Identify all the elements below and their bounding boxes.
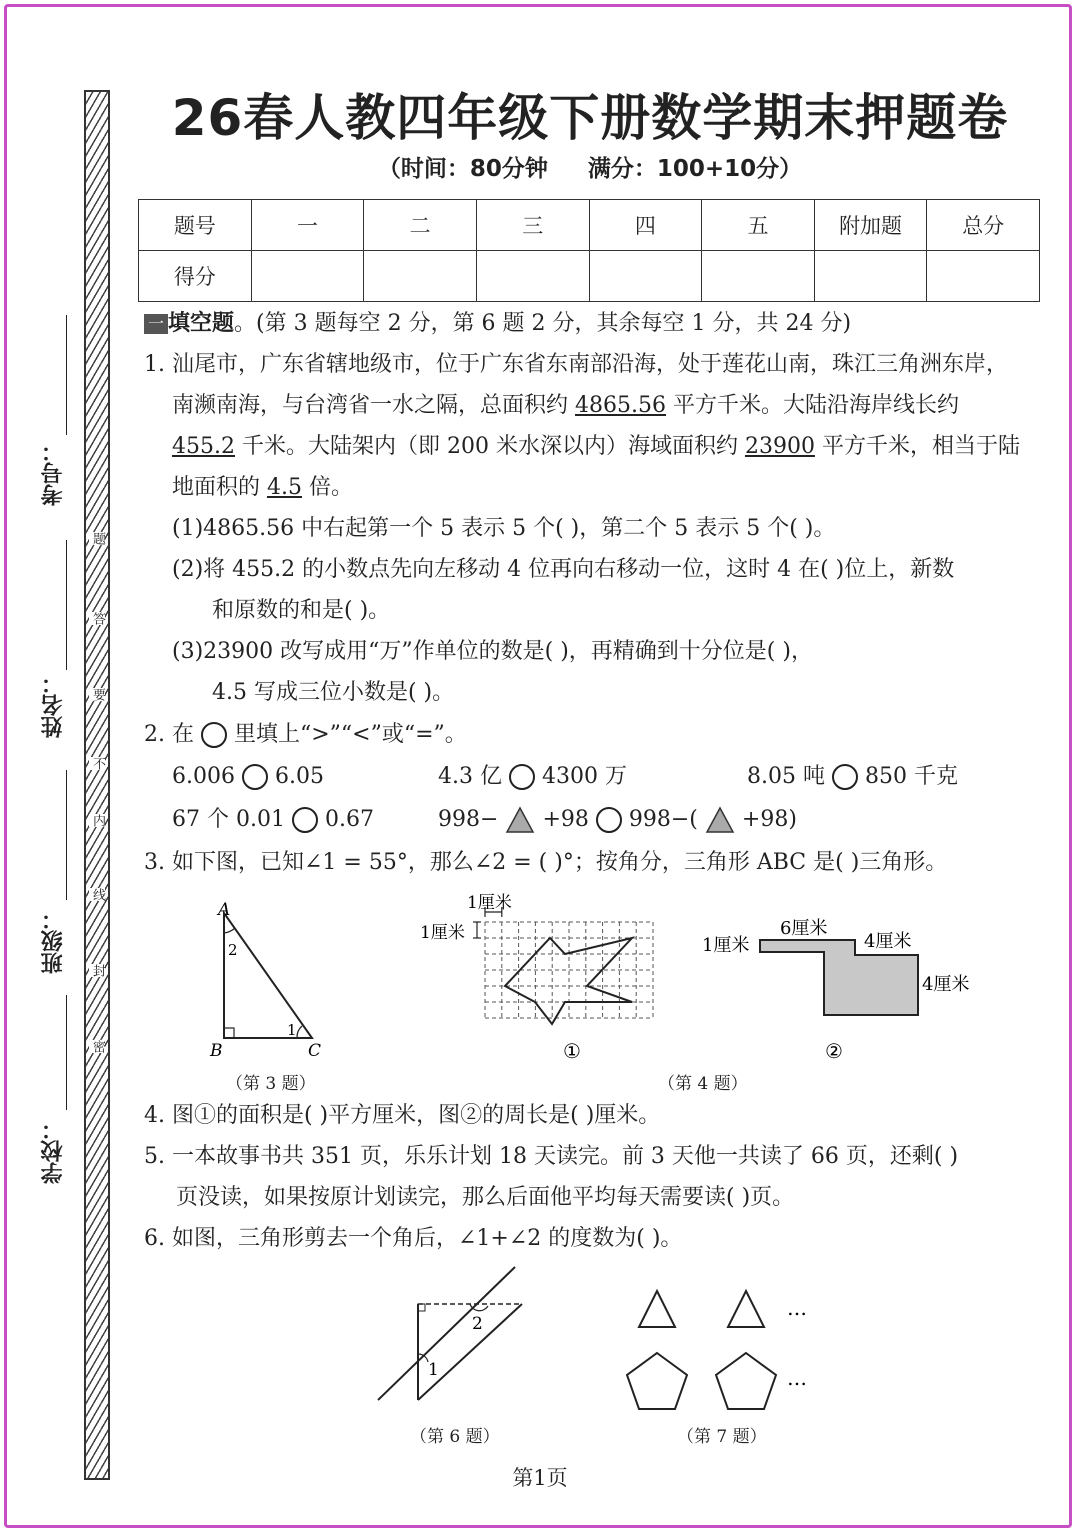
score-cell[interactable]	[927, 251, 1040, 302]
sea-value: 23900	[744, 434, 815, 459]
binding-word: 线	[90, 888, 105, 901]
grid-shape-figure	[415, 888, 675, 1063]
q1-sub2-cont[interactable]: 和原数的和是( )。	[212, 598, 391, 623]
q4-text[interactable]: 4. 图①的面积是( )平方厘米，图②的周长是( )厘米。	[144, 1103, 661, 1128]
q1-sub1[interactable]: (1)4865.56 中右起第一个 5 表示 5 个( )，第二个 5 表示 5 个( )。	[172, 516, 836, 541]
exam-number-label: 考号：	[41, 440, 66, 506]
text: 千米。大陆架内（即 200 米水深以内）海域面积约	[234, 434, 745, 459]
binding-word: 内	[90, 814, 105, 827]
text: 998−(	[628, 807, 698, 832]
shape-pattern-figure	[615, 1285, 825, 1420]
score-table	[138, 199, 1040, 302]
text: 850 千克	[864, 764, 958, 789]
table-cell: 四	[589, 200, 702, 251]
triangle-icon	[505, 806, 535, 834]
q6-text[interactable]: 6. 如图，三角形剪去一个角后，∠1+∠2 的度数为( )。	[144, 1226, 683, 1251]
compare-circle-icon	[201, 722, 227, 748]
text: +98)	[741, 807, 797, 832]
score-cell[interactable]	[702, 251, 815, 302]
text: 倍。	[302, 475, 353, 500]
text: 4.3 亿	[438, 764, 502, 789]
angle-2-label: 2	[228, 941, 238, 959]
class-label: 班级：	[41, 908, 66, 974]
fig3-caption: （第 3 题）	[226, 1074, 316, 1094]
q5-text[interactable]: 5. 一本故事书共 351 页，乐乐计划 18 天读完。前 3 天他一共读了 66 页，还剩( )	[144, 1144, 959, 1169]
score-cell[interactable]	[251, 251, 364, 302]
text: 2. 在	[144, 722, 194, 747]
exam-number-line	[66, 315, 67, 435]
angle-1-label: 1	[287, 1021, 297, 1039]
vertex-b-label: B	[210, 1041, 223, 1061]
q1-sub3[interactable]: (3)23900 改写成用“万”作单位的数是( )，再精确到十分位是( )，	[172, 639, 813, 664]
text: 67 个 0.01	[172, 807, 285, 832]
binding-word: 封	[90, 964, 105, 977]
class-line	[66, 770, 67, 900]
ellipsis-2: …	[787, 1366, 807, 1390]
right-length-label: 4厘米	[922, 974, 970, 995]
answer-circle[interactable]	[832, 764, 858, 790]
binding-word: 要	[90, 688, 105, 701]
q1-line2	[172, 391, 959, 421]
text: 平方千米。大陆沿海岸线长约	[665, 393, 959, 418]
vertex-a-label: A	[218, 900, 231, 920]
name-label: 姓名：	[41, 672, 66, 738]
q2-item2	[438, 762, 627, 792]
section-note: 。(第 3 题每空 2 分，第 6 题 2 分，其余每空 1 分，共 24 分)	[234, 311, 852, 336]
q1-sub2[interactable]: (2)将 455.2 的小数点先向左移动 4 位再向右移动一位，这时 4 在( )位上，新数	[172, 557, 955, 582]
unit-left-label: 1厘米	[420, 923, 465, 943]
table-cell: 题号	[139, 200, 252, 251]
table-cell: 五	[702, 200, 815, 251]
answer-circle[interactable]	[292, 807, 318, 833]
text: 平方千米，相当于陆	[814, 434, 1020, 459]
page-title: 26春人教四年级下册数学期末押题卷	[171, 89, 1009, 147]
fig7-caption: （第 7 题）	[677, 1427, 767, 1447]
q1-line4	[172, 473, 353, 503]
score-cell[interactable]	[476, 251, 589, 302]
section-number-badge: 一	[144, 314, 168, 334]
q2-item3	[747, 762, 958, 792]
q5-text-cont[interactable]: 页没读，如果按原计划读完，那么后面他平均每天需要读( )页。	[176, 1185, 795, 1210]
binding-strip	[84, 90, 110, 1480]
fig6-angle-1-label: 1	[428, 1360, 439, 1380]
q1-line1: 1. 汕尾市，广东省辖地级市，位于广东省东南部沿海，处于莲花山南，珠江三角洲东岸，	[144, 352, 1008, 377]
cut-triangle-figure	[360, 1262, 560, 1422]
binding-word: 答	[90, 612, 105, 625]
text: 998−	[438, 807, 499, 832]
q1-line3	[172, 432, 1020, 462]
q2-item1	[172, 762, 324, 792]
area-value: 4865.56	[575, 393, 666, 418]
answer-circle[interactable]	[596, 807, 622, 833]
text: 6.05	[274, 764, 324, 789]
top-length-label: 6厘米	[780, 918, 828, 939]
text: 里填上“>”“<”或“=”。	[233, 722, 467, 747]
text: 地面积的	[172, 475, 267, 500]
school-line	[66, 995, 67, 1110]
binding-word: 题	[90, 532, 105, 545]
table-cell: 一	[251, 200, 364, 251]
binding-word: 不	[90, 757, 105, 770]
stepped-shape-figure	[700, 910, 980, 1065]
q2-intro	[144, 720, 467, 750]
fig-1-label: ①	[563, 1039, 581, 1063]
table-cell: 附加题	[814, 200, 927, 251]
name-line	[66, 540, 67, 670]
fig6-angle-2-label: 2	[472, 1314, 483, 1334]
left-length-label: 1厘米	[702, 935, 750, 956]
table-cell: 三	[476, 200, 589, 251]
section-header	[144, 309, 851, 339]
fig-2-label: ②	[825, 1039, 843, 1063]
school-label: 学校：	[41, 1118, 66, 1184]
triangle-icon	[705, 806, 735, 834]
score-cell[interactable]	[364, 251, 477, 302]
section-title: 填空题	[168, 311, 235, 336]
text: 0.67	[324, 807, 374, 832]
binding-word: 密	[90, 1040, 105, 1053]
text: 南濒南海，与台湾省一水之隔，总面积约	[172, 393, 575, 418]
ratio-value: 4.5	[267, 475, 302, 500]
page-number: 第1页	[512, 1466, 568, 1490]
q2-item4	[172, 805, 374, 835]
answer-circle[interactable]	[509, 764, 535, 790]
exam-subtitle: （时间：80分钟 满分：100+10分）	[377, 156, 803, 182]
ellipsis-1: …	[787, 1296, 807, 1320]
score-table-header-row	[139, 200, 1040, 251]
table-cell: 得分	[139, 251, 252, 302]
score-table-score-row	[139, 251, 1040, 302]
text: 4300 万	[541, 764, 627, 789]
q2-item5	[438, 805, 797, 835]
q3-text[interactable]: 3. 如下图，已知∠1 = 55°，那么∠2 = ( )°；按角分，三角形 ABC 是( )三角形。	[144, 850, 948, 875]
unit-top-label: 1厘米	[467, 893, 512, 913]
score-cell[interactable]	[589, 251, 702, 302]
fig6-caption: （第 6 题）	[410, 1427, 500, 1447]
q1-sub3-cont[interactable]: 4.5 写成三位小数是( )。	[212, 680, 455, 705]
score-cell[interactable]	[814, 251, 927, 302]
text: 8.05 吨	[747, 764, 825, 789]
answer-circle[interactable]	[242, 764, 268, 790]
vertex-c-label: C	[308, 1041, 322, 1061]
triangle-abc-figure	[200, 893, 340, 1063]
table-cell: 二	[364, 200, 477, 251]
coast-value: 455.2	[172, 434, 235, 459]
step-length-label: 4厘米	[864, 931, 912, 952]
table-cell: 总分	[927, 200, 1040, 251]
text: +98	[542, 807, 589, 832]
text: 6.006	[172, 764, 235, 789]
fig4-caption: （第 4 题）	[658, 1074, 748, 1094]
